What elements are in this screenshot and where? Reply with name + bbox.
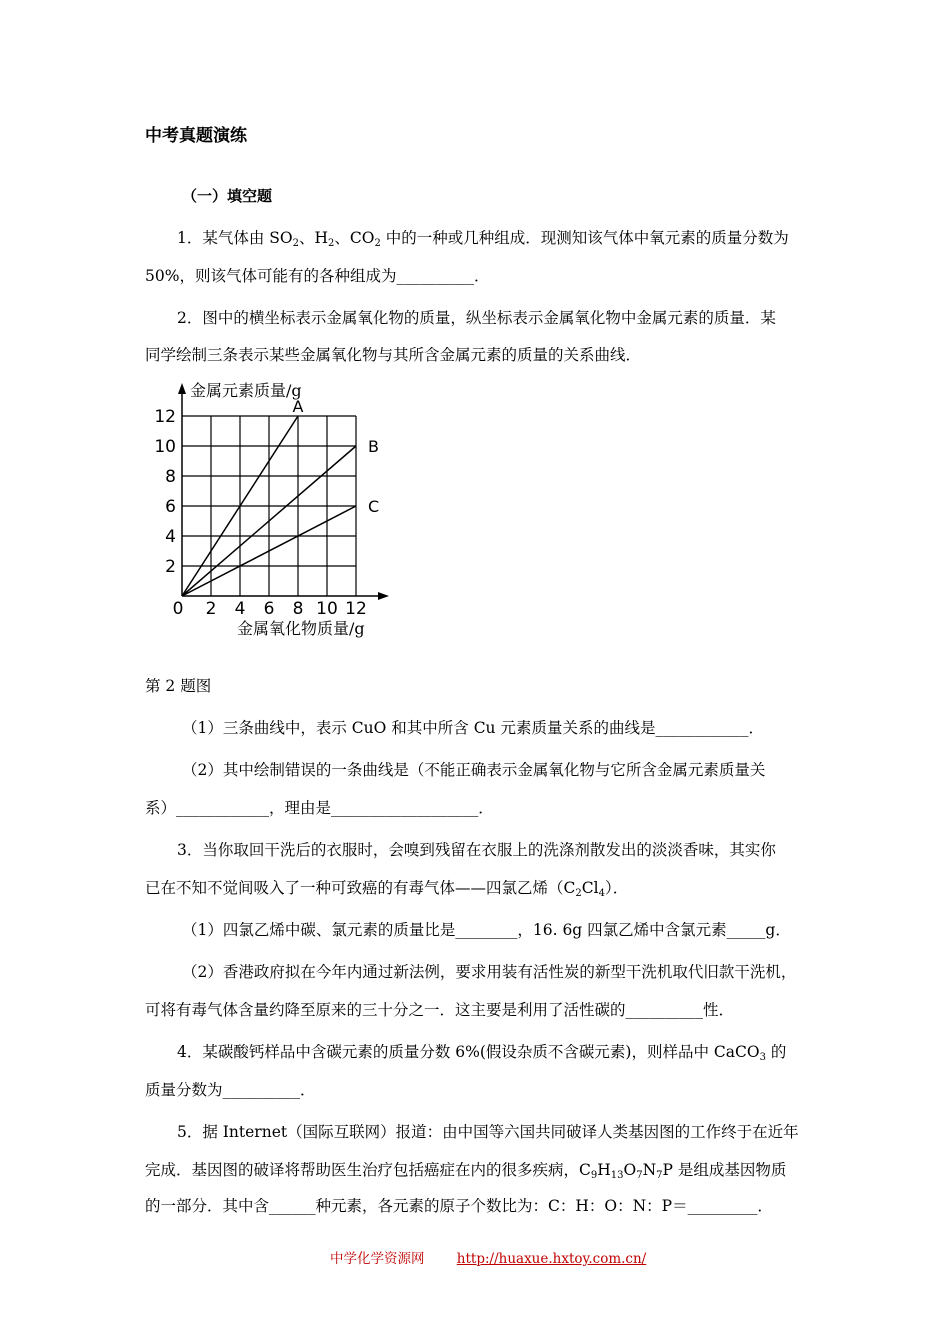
mass-relation-chart <box>140 380 410 642</box>
y-tick-label: 4 <box>165 527 176 547</box>
question-4-line-1: 4．某碳酸钙样品中含碳元素的质量分数 6%(假设杂质不含碳元素)，则样品中 CaCO$_3$ 的 <box>177 1043 787 1063</box>
question-1-line-2: 50%，则该气体可能有的各种组成为__________． <box>145 267 490 285</box>
x-axis-label: 金属氧化物质量/g <box>237 619 365 638</box>
footer-site-name: 中学化学资源网 <box>330 1251 425 1267</box>
x-tick-label: 0 <box>172 599 184 619</box>
question-2-sub-1: （1）三条曲线中，表示 CuO 和其中所含 Cu 元素质量关系的曲线是____________． <box>182 719 764 737</box>
x-tick-label: 2 <box>205 599 217 619</box>
x-tick-label: 6 <box>263 599 275 619</box>
figure-caption: 第 2 题图 <box>145 677 212 695</box>
x-axis-arrow <box>378 592 389 600</box>
question-2-sub-2-line-1: （2）其中绘制错误的一条曲线是（不能正确表示金属氧化物与它所含金属元素质量关 <box>182 761 766 779</box>
y-tick-label: 6 <box>165 497 176 517</box>
question-3-line-2: 已在不知不觉间吸入了一种可致癌的有毒气体——四氯乙烯$(C_2Cl_4)$． <box>145 879 629 899</box>
question-3-sub-1: （1）四氯乙烯中碳、氯元素的质量比是________，16. 6g 四氯乙烯中含氯元素_____g． <box>182 921 791 939</box>
question-5-line-2: 完成．基因图的破译将帮助医生治疗包括癌症在内的很多疾病，$C_9H_{13}O_7N_7P$ 是组成基因物质 <box>145 1161 787 1181</box>
x-tick-label: 8 <box>292 599 304 619</box>
x-tick-label: 4 <box>234 599 246 619</box>
section-heading: （一）填空题 <box>182 187 273 205</box>
page-title: 中考真题演练 <box>145 126 247 146</box>
question-4-line-2: 质量分数为__________． <box>145 1081 316 1099</box>
question-2-line-1: 2．图中的横坐标表示金属氧化物的质量，纵坐标表示金属氧化物中金属元素的质量．某 <box>177 309 776 327</box>
question-3-line-1: 3．当你取回干洗后的衣服时，会嗅到残留在衣服上的洗涤剂散发出的淡淡香味，其实你 <box>177 841 776 859</box>
question-3-sub-2-line-2: 可将有毒气体含量约降至原来的三十分之一．这主要是利用了活性碳的__________性． <box>145 1001 735 1019</box>
y-axis-label: 金属元素质量/g <box>190 381 302 400</box>
x-tick-label: 12 <box>345 599 367 619</box>
y-tick-label: 12 <box>154 407 176 427</box>
y-tick-label: 2 <box>165 557 176 577</box>
y-tick-label: 10 <box>154 437 176 457</box>
series-label-c: C <box>368 497 380 516</box>
question-5-line-1: 5．据 Internet（国际互联网）报道：由中国等六国共同破译人类基因图的工作终于在近年 <box>177 1123 799 1141</box>
question-5-line-3: 的一部分．其中含______种元素，各元素的原子个数比为：C：H：O：N：P＝_________． <box>145 1197 773 1215</box>
y-axis-arrow <box>178 383 186 394</box>
y-tick-label: 8 <box>165 467 176 487</box>
series-label-a: A <box>292 397 304 416</box>
question-1-line-1: 1．某气体由 $SO_2$、$H_2$、$CO_2$ 中的一种或几种组成．现测知该气体中氧元素的质量分数为 <box>177 229 789 249</box>
series-label-b: B <box>368 437 379 456</box>
question-2-line-2: 同学绘制三条表示某些金属氧化物与其所含金属元素的质量的关系曲线． <box>145 346 642 364</box>
footer-url-link[interactable]: http://huaxue.hxtoy.com.cn/ <box>456 1251 647 1267</box>
question-3-sub-2-line-1: （2）香港政府拟在今年内通过新法例，要求用装有活性炭的新型干洗机取代旧款干洗机， <box>182 963 797 981</box>
page-footer <box>330 1247 646 1267</box>
question-2-sub-2-line-2: 系）____________，理由是___________________． <box>145 799 494 817</box>
x-tick-label: 10 <box>316 599 338 619</box>
